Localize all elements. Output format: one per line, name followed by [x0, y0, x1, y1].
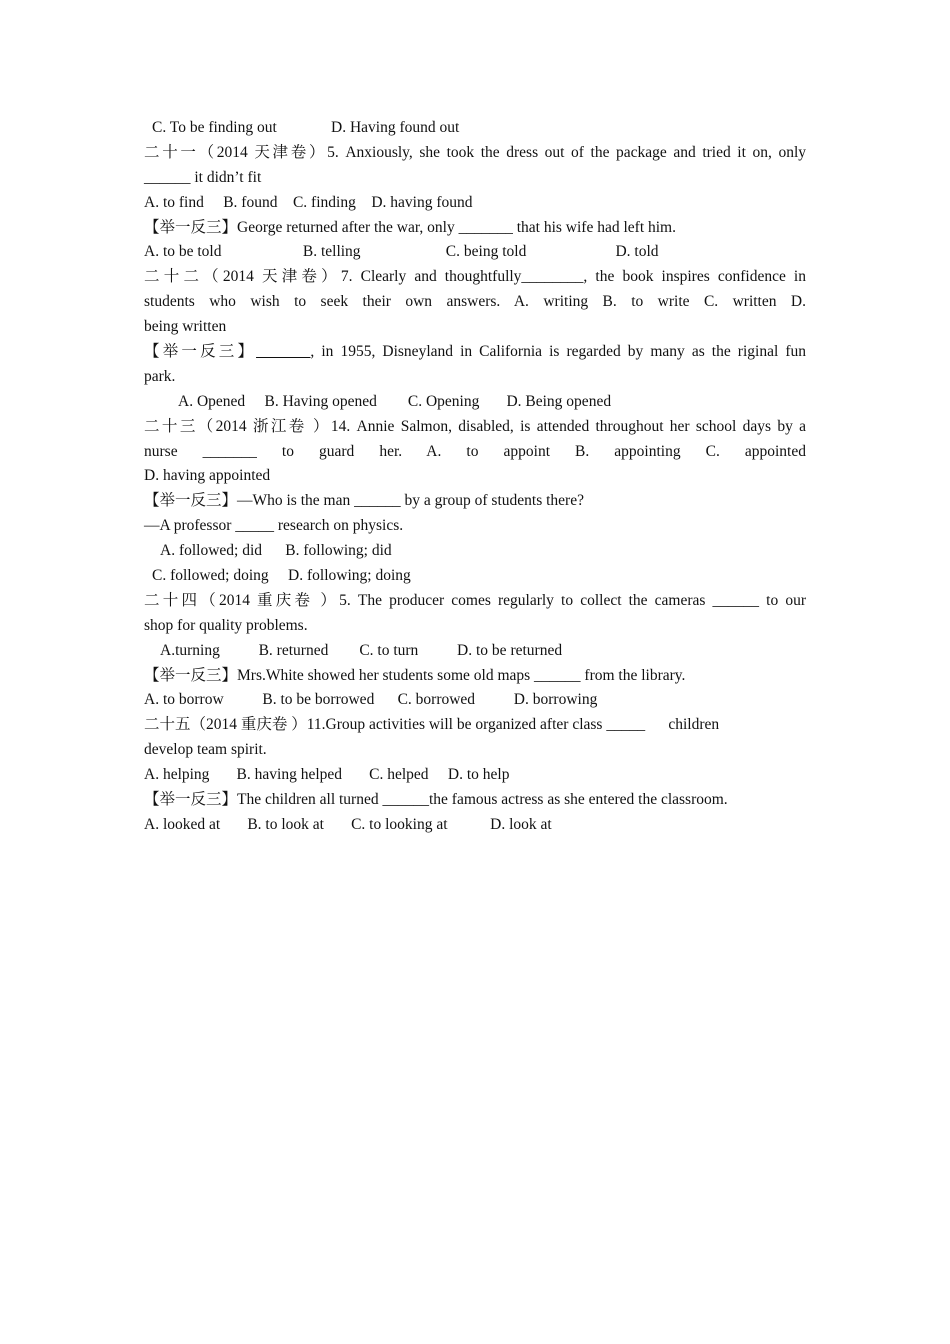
question-line: nurse _______ to guard her. A. to appoint B. appointing C. appointed	[144, 442, 806, 460]
practice-line: 【举一反三】The children all turned ______the famous actress as she entered the classroom.	[144, 791, 728, 809]
practice-line: —A professor _____ research on physics.	[144, 517, 404, 535]
question-line: develop team spirit.	[144, 741, 267, 759]
option-line: A. looked at B. to look at C. to looking at D. look at	[144, 815, 552, 833]
option-line: A. to be told B. telling C. being told D. told	[144, 243, 659, 261]
option-line: A. to find B. found C. finding D. having found	[144, 193, 473, 211]
practice-label: 【举一反三】	[144, 343, 257, 361]
answer-blank: _______	[256, 343, 311, 361]
question-line: 二十四（2014 重庆卷 ）5. The producer comes regularly to collect the cameras ______ to our	[144, 591, 806, 609]
option-line: A. to borrow B. to be borrowed C. borrowed D. borrowing	[144, 691, 598, 709]
question-line: shop for quality problems.	[144, 616, 308, 634]
practice-line: 【举一反三】_______, in 1955, Disneyland in California is regarded by many as the riginal fun	[144, 343, 806, 361]
question-line: ______ it didn’t fit	[144, 168, 262, 186]
option-line: D. having appointed	[144, 467, 271, 485]
question-line: 二十五（2014 重庆卷 ）11.Group activities will be organized after class _____ children	[144, 716, 720, 734]
option-line: A.turning B. returned C. to turn D. to be returned	[160, 641, 563, 659]
option-line: A. helping B. having helped C. helped D. to help	[144, 766, 510, 784]
question-line: park.	[144, 367, 176, 385]
question-line: students who wish to seek their own answers. A. writing B. to write C. written D.	[144, 293, 806, 311]
option-line: A. followed; did B. following; did	[160, 542, 392, 560]
exercise-content	[144, 116, 806, 838]
question-line: 二十三（2014 浙江卷 ）14. Annie Salmon, disabled, is attended throughout her school days by a	[144, 417, 806, 435]
question-line: 二十二（2014 天津卷）7. Clearly and thoughtfully________, the book inspires confidence in	[144, 268, 806, 286]
practice-line: 【举一反三】Mrs.White showed her students some old maps ______ from the library.	[144, 666, 686, 684]
practice-line: 【举一反三】—Who is the man ______ by a group of students there?	[144, 492, 584, 510]
option-line: A. Opened B. Having opened C. Opening D. Being opened	[178, 392, 612, 410]
option-line: C. followed; doing D. following; doing	[152, 567, 411, 585]
option-line: being written	[144, 318, 227, 336]
practice-line: 【举一反三】George returned after the war, only _______ that his wife had left him.	[144, 218, 676, 236]
question-line: 二十一（2014 天津卷）5. Anxiously, she took the dress out of the package and tried it on, only	[144, 143, 806, 161]
option-line: C. To be finding out D. Having found out	[152, 119, 460, 136]
practice-text: in 1955, Disneyland in California is regarded by many as the riginal fun	[321, 343, 806, 361]
